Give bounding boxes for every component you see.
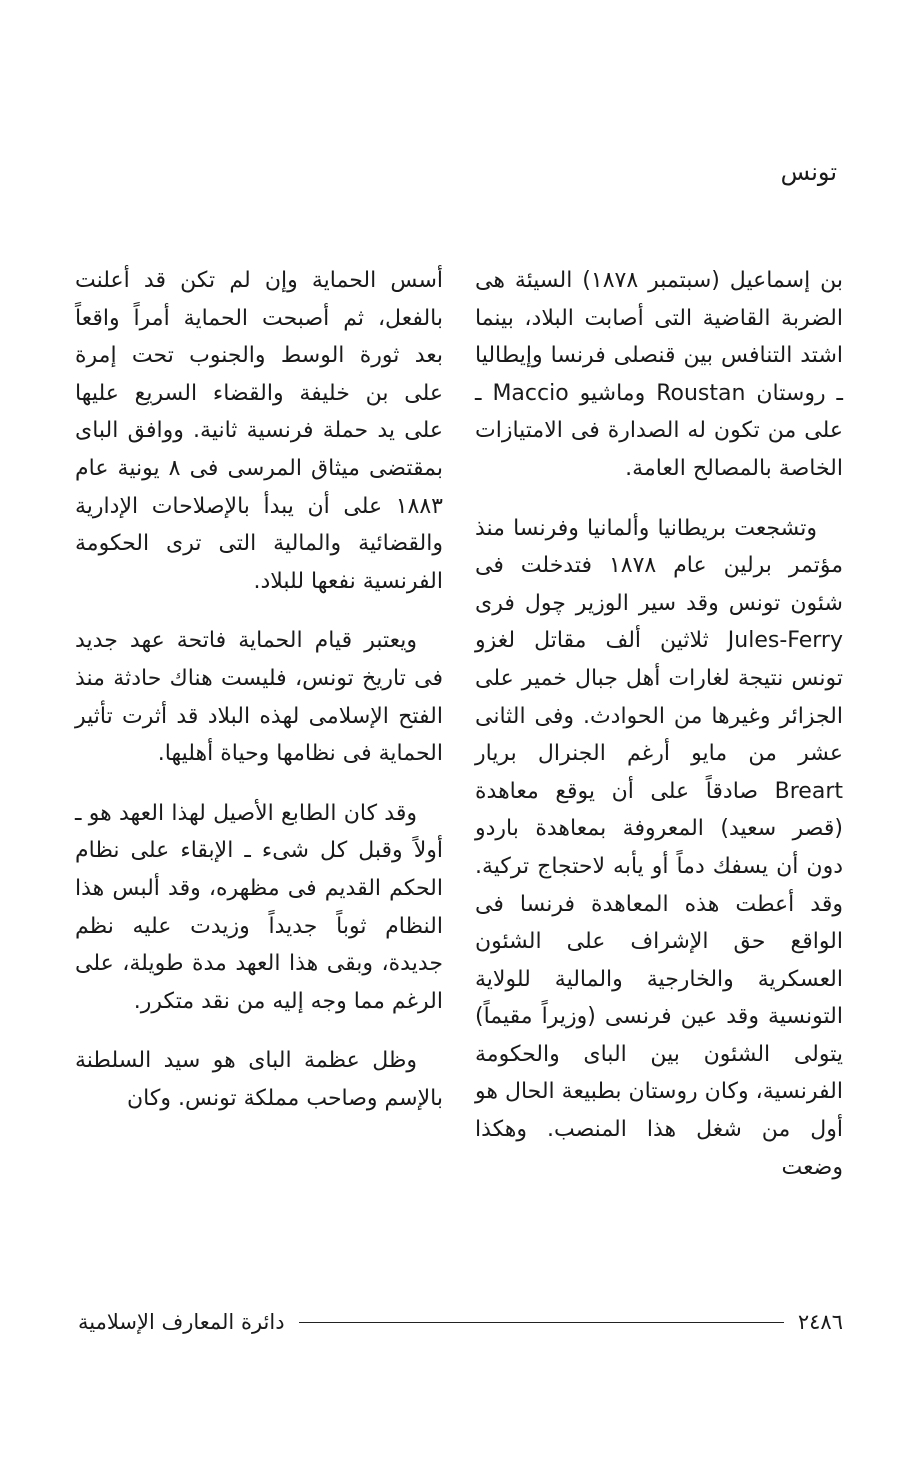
paragraph: أسس الحماية وإن لم تكن قد أعلنت بالفعل، ثم أصبحت الحماية أمراً واقعاً بعد ثورة الوسط والجنوب تحت إمرة على بن خليفة والقضاء السريع عليها على يد حملة فرنسية ثانية. ووافق الباى بمقتضى ميثاق المرسى فى ٨ يونية عام ١٨٨٣ على أن يبدأ بالإصلاحات الإدارية والقضائية والمالية التى ترى الحكومة الفرنسية نفعها للبلاد. bbox=[75, 268, 443, 594]
paragraph: وتشجعت بريطانيا وألمانيا وفرنسا منذ مؤتمر برلين عام ١٨٧٨ فتدخلت فى شئون تونس وقد سير الوزير چول فرى Jules-Ferry ثلاثين ألف مقاتل لغزو تونس نتيجة لغارات أهل جبال خمير على الجزائر وغيرها من الحوادث. وفى الثانى عشر من مايو أرغم الجنرال بريار Breart صادقاً على أن يوقع معاهدة (قصر سعيد) المعروفة بمعاهدة باردو دون أن يسفك دماً أو يأبه لاحتجاج تركية. وقد أعطت هذه المعاهدة فرنسا فى الواقع حق الإشراف على الشئون العسكرية والخارجية والمالية للولاية التونسية وقد عين فرنسى (وزيراً مقيماً) يتولى الشئون بين الباى والحكومة الفرنسية، وكان روستان بطبيعة الحال هو أول من شغل هذا المنصب. وهكذا وضعت bbox=[475, 515, 843, 1180]
paragraph: ويعتبر قيام الحماية فاتحة عهد جديد فى تاريخ تونس، فليست هناك حادثة منذ الفتح الإسلامى لهذه البلاد قد أثرت تأثير الحماية فى نظامها وحياة أهليها. bbox=[75, 628, 443, 767]
paragraph: وقد كان الطابع الأصيل لهذا العهد هو ـ أولاً وقبل كل شىء ـ الإبقاء على نظام الحكم القديم فى مظهره، وقد ألبس هذا النظام ثوباً جديداً وزيدت عليه نظم جديدة، وبقى هذا العهد مدة طويلة، على الرغم مما وجه إليه من نقد متكرر. bbox=[75, 800, 443, 1014]
text-column-right bbox=[475, 262, 843, 1208]
page-footer bbox=[78, 1304, 843, 1340]
paragraph: بن إسماعيل (سبتمبر ١٨٧٨) السيئة هى الضربة القاضية التى أصابت البلاد، بينما اشتد التنافس بين قنصلى فرنسا وإيطاليا ـ روستان Roustan وماشيو Maccio ـ على من تكون له الصدارة فى الامتيازات الخاصة بالمصالح العامة. bbox=[475, 268, 843, 481]
running-header: تونس bbox=[780, 158, 837, 186]
footer-source: دائرة المعارف الإسلامية bbox=[78, 1310, 285, 1334]
footer-rule bbox=[299, 1322, 784, 1323]
paragraph: وظل عظمة الباى هو سيد السلطنة بالإسم وصاحب مملكة تونس. وكان bbox=[75, 1048, 443, 1111]
text-column-left bbox=[75, 262, 443, 1139]
page-number: ٢٤٨٦ bbox=[797, 1310, 843, 1334]
